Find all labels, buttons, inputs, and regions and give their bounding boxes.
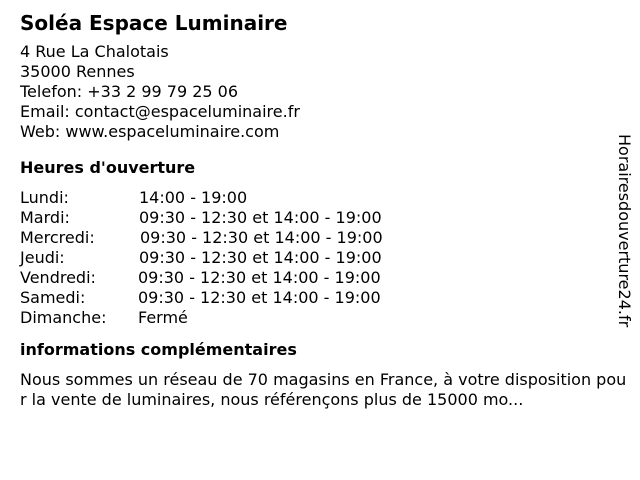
hours-value: 09:30 - 12:30 et 14:00 - 19:00 (138, 288, 381, 307)
store-details (20, 10, 630, 410)
day-label: Mardi: (20, 208, 70, 227)
hours-value: 09:30 - 12:30 et 14:00 - 19:00 (138, 268, 381, 287)
hours-value: 09:30 - 12:30 et 14:00 - 19:00 (140, 228, 383, 247)
hours-value: 09:30 - 12:30 et 14:00 - 19:00 (139, 208, 382, 227)
hours-value: 09:30 - 12:30 et 14:00 - 19:00 (139, 248, 382, 267)
website: Web: www.espaceluminaire.com (20, 122, 280, 141)
hours-value: 14:00 - 19:00 (139, 188, 248, 207)
hours-row-wednesday (20, 228, 630, 248)
phone-number: Telefon: +33 2 99 79 25 06 (20, 82, 239, 101)
site-watermark: Horairesdouverture24.fr (615, 134, 634, 328)
hours-row-tuesday (20, 208, 630, 228)
day-label: Samedi: (20, 288, 86, 307)
day-label: Lundi: (20, 188, 69, 207)
hours-row-saturday (20, 288, 630, 308)
additional-info-text: Nous sommes un réseau de 70 magasins en France, à votre disposition pour la vente de luminaires, nous référençons plus de 15000 mo... (20, 370, 627, 409)
day-label: Jeudi: (20, 248, 65, 267)
hours-row-sunday (20, 308, 630, 328)
hours-row-monday (20, 188, 630, 208)
day-label: Dimanche: (20, 308, 107, 327)
email-address: Email: contact@espaceluminaire.fr (20, 102, 300, 121)
additional-info-heading: informations complémentaires (20, 340, 297, 359)
hours-row-thursday (20, 248, 630, 268)
address-street: 4 Rue La Chalotais (20, 42, 169, 61)
hours-value: Fermé (138, 308, 188, 327)
opening-hours-heading: Heures d'ouverture (20, 158, 196, 177)
day-label: Vendredi: (20, 268, 96, 287)
store-name: Soléa Espace Luminaire (20, 11, 288, 35)
address-city: 35000 Rennes (20, 62, 135, 81)
hours-row-friday (20, 268, 630, 288)
day-label: Mercredi: (20, 228, 95, 247)
